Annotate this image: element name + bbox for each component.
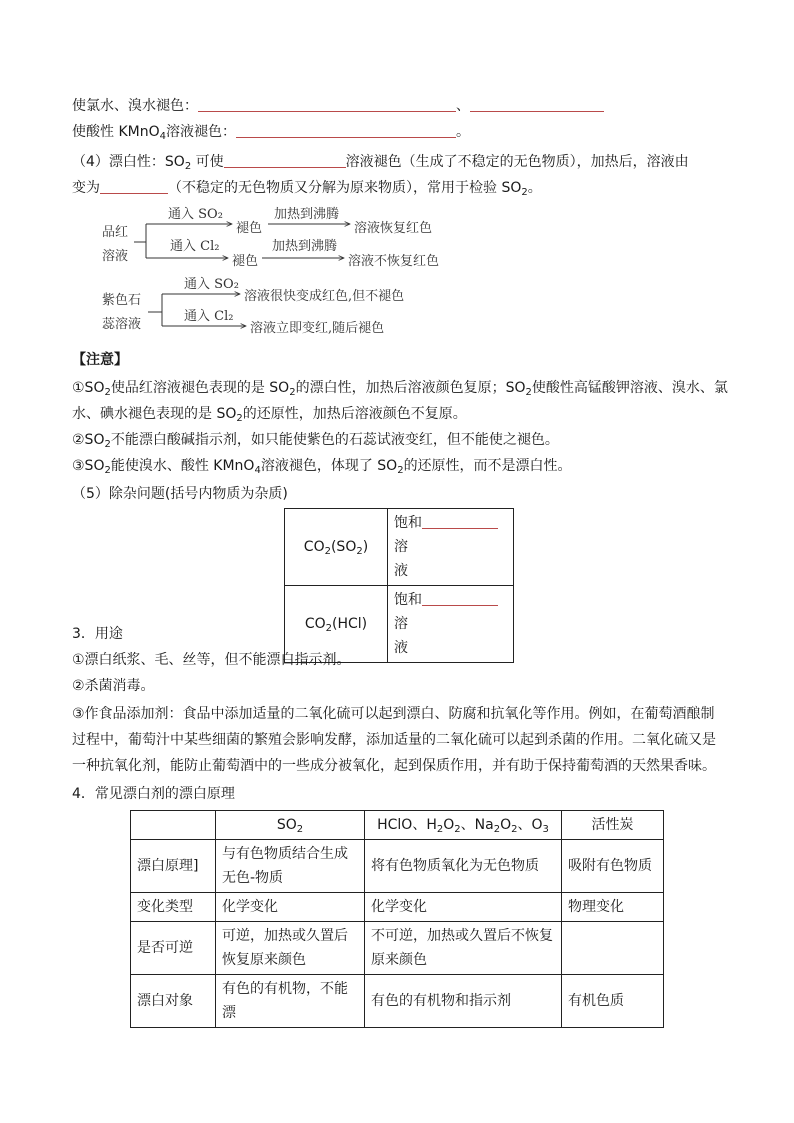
note-2: $②SO_2$不能漂白酸碱指示剂，如只能使紫色的石蕊试液变红，但不能使之褪色。 [72, 432, 559, 450]
label-fade-2: 褪色 [232, 254, 259, 269]
line-chlorine-bromine: 使氯水、溴水褪色： 、 [72, 96, 604, 116]
label-pinhong-2: 溶液 [102, 249, 129, 264]
bleach-table [130, 810, 664, 1028]
answer-blank[interactable] [422, 591, 498, 606]
table-cell: 物理变化 [562, 893, 664, 922]
table-cell: $CO_2(SO_2)$ [285, 509, 388, 586]
use-3a: ③作食品添加剂：食品中添加适量的二氧化硫可以起到漂白、防腐和抗氧化等作用。例如，在葡萄酒酿制 [72, 706, 715, 722]
table-cell [562, 922, 664, 975]
label-pass-cl2: 通入 Cl₂ [170, 239, 220, 254]
use-3c: 一种抗氧化剂，能防止葡萄酒中的一些成分被氧化，起到保质作用，并有助于保持葡萄酒的天然果香味。 [72, 758, 716, 774]
line-bleaching-2: 变为 （不稳定的无色物质又分解为原来物质），常用于检验 $SO_2$。 [72, 180, 542, 198]
label-litmus-1: 紫色石 [102, 293, 142, 308]
table-cell: 漂白原理] [131, 840, 216, 893]
bleach-title: 4．常见漂白剂的漂白原理 [72, 786, 235, 802]
table-cell: 漂白对象 [131, 975, 216, 1028]
label-fade: 褪色 [236, 221, 263, 236]
reaction-diagram [0, 0, 794, 350]
table-cell: 化学变化 [216, 893, 365, 922]
table-header-cell: HClO、$H_2O_2$、$Na_2O_2$、$O_3$ [365, 811, 562, 840]
table-cell: 有色的有机物和指示剂 [365, 975, 562, 1028]
label-restore-red: 溶液恢复红色 [354, 221, 433, 236]
table-cell: 化学变化 [365, 893, 562, 922]
table-cell: 饱和溶 液 [388, 586, 514, 663]
table-cell: 与有色物质结合生成无色-物质 [216, 840, 365, 893]
note-1a: $①SO_2$使品红溶液褪色表现的是 $SO_2$的漂白性，加热后溶液颜色复原；$SO_2$使酸性高锰酸钾溶液、溴水、氯 [72, 380, 728, 398]
label-not-restore: 溶液不恢复红色 [348, 254, 440, 269]
table-cell: 变化类型 [131, 893, 216, 922]
table-row [131, 922, 664, 975]
label-pinhong-1: 品红 [102, 225, 129, 240]
table-row [285, 509, 514, 586]
use-3b: 过程中，葡萄汁中某些细菌的繁殖会影响发酵，添加适量的二氧化硫可以起到杀菌的作用。二氧化硫又是 [72, 732, 716, 748]
table-cell: 有机色质 [562, 975, 664, 1028]
table-cell: 不可逆，加热或久置后不恢复原来颜色 [365, 922, 562, 975]
note-3: $③SO_2$能使溴水、酸性 KMnO$_4$溶液褪色，体现了 $SO_2$的还原性，而不是漂白性。 [72, 458, 572, 476]
label-heat-2: 加热到沸腾 [272, 239, 338, 254]
label-pass-so2-litmus: 通入 SO₂ [184, 277, 239, 292]
note-1b: 水、碘水褪色表现的是 $SO_2$的还原性，加热后溶液颜色不复原。 [72, 406, 467, 424]
line-bleaching: （4）漂白性：$SO_2$ 可使 溶液褪色（生成了不稳定的无色物质），加热后，溶液由 [72, 154, 689, 172]
use-1: ①漂白纸浆、毛、丝等，但不能漂白指示剂。 [72, 652, 351, 668]
table-cell: $CO_2(HCl)$ [285, 586, 388, 663]
table-cell [131, 811, 216, 840]
answer-blank[interactable] [422, 514, 498, 529]
table-header-cell: $SO_2$ [216, 811, 365, 840]
notes-title: 【注意】 [72, 352, 128, 368]
table-cell: 可逆，加热或久置后恢复原来颜色 [216, 922, 365, 975]
table-cell: 将有色物质氧化为无色物质 [365, 840, 562, 893]
table-cell: 是否可逆 [131, 922, 216, 975]
label-litmus-so2: 溶液很快变成红色,但不褪色 [244, 289, 405, 304]
label-litmus-2: 蕊溶液 [102, 317, 142, 332]
table-row [131, 893, 664, 922]
table-cell: 吸附有色物质 [562, 840, 664, 893]
line-kmno4: 使酸性 KMnO$_4$溶液褪色： 。 [72, 124, 470, 142]
table-header-cell: 活性炭 [562, 811, 664, 840]
table-cell: 有色的有机物，不能漂 [216, 975, 365, 1028]
table-header-row [131, 811, 664, 840]
use-2: ②杀菌消毒。 [72, 678, 155, 694]
label-pass-so2: 通入 SO₂ [168, 207, 223, 222]
label-litmus-cl2: 溶液立即变红,随后褪色 [250, 321, 385, 336]
label-heat: 加热到沸腾 [274, 207, 340, 222]
table-row [131, 840, 664, 893]
table-cell: 饱和溶 液 [388, 509, 514, 586]
bracket-litmus [148, 294, 162, 326]
purify-table [284, 508, 514, 663]
table-row [131, 975, 664, 1028]
uses-title: 3．用途 [72, 626, 123, 642]
label-pass-cl2-litmus: 通入 Cl₂ [184, 309, 234, 324]
section-5-title: （5）除杂问题(括号内物质为杂质) [72, 486, 288, 502]
